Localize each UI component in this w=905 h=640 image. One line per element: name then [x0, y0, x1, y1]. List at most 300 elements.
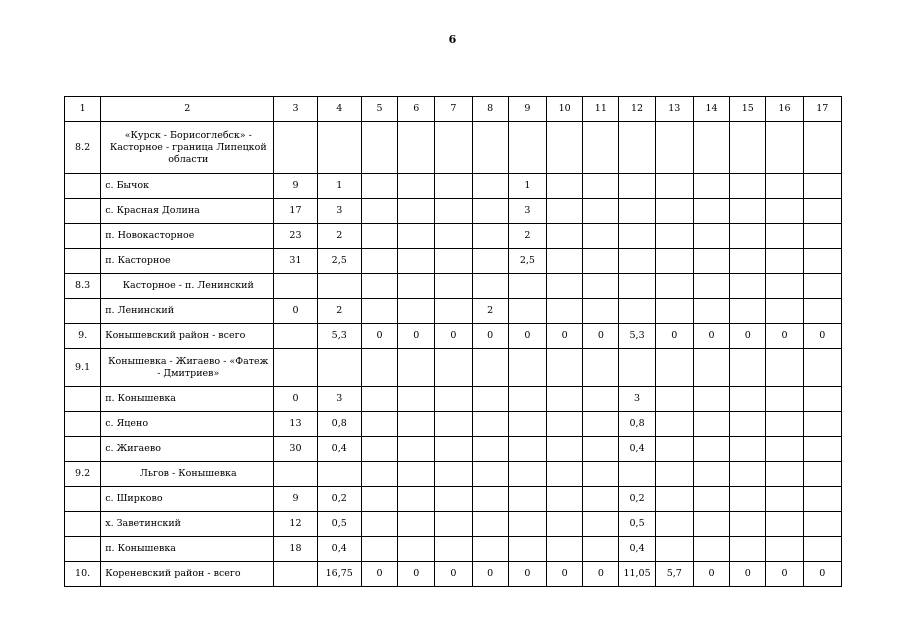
value-cell — [583, 387, 619, 412]
value-cell — [435, 299, 472, 324]
value-cell: 31 — [274, 249, 317, 274]
value-cell: 3 — [317, 199, 361, 224]
value-cell — [619, 249, 655, 274]
value-cell: 0 — [730, 562, 766, 587]
value-cell — [361, 249, 397, 274]
value-cell — [508, 299, 546, 324]
value-cell — [361, 224, 397, 249]
row-number-cell — [65, 299, 101, 324]
value-cell: 2 — [317, 224, 361, 249]
value-cell — [435, 387, 472, 412]
value-cell — [472, 512, 508, 537]
value-cell — [435, 537, 472, 562]
value-cell — [583, 122, 619, 174]
value-cell — [508, 537, 546, 562]
value-cell — [803, 122, 841, 174]
value-cell: 2 — [508, 224, 546, 249]
value-cell — [655, 537, 693, 562]
header-cell: 4 — [317, 97, 361, 122]
header-cell: 5 — [361, 97, 397, 122]
value-cell — [693, 487, 729, 512]
row-number-cell: 9. — [65, 324, 101, 349]
value-cell — [693, 437, 729, 462]
table-row — [65, 512, 842, 537]
value-cell — [435, 349, 472, 387]
header-cell: 15 — [730, 97, 766, 122]
table-row — [65, 387, 842, 412]
value-cell: 2 — [317, 299, 361, 324]
value-cell: 9 — [274, 174, 317, 199]
value-cell — [803, 437, 841, 462]
value-cell — [508, 349, 546, 387]
value-cell — [508, 437, 546, 462]
value-cell — [472, 537, 508, 562]
value-cell — [547, 487, 583, 512]
value-cell: 0 — [435, 324, 472, 349]
value-cell: 0 — [583, 324, 619, 349]
value-cell — [655, 412, 693, 437]
value-cell — [803, 174, 841, 199]
value-cell: 0 — [583, 562, 619, 587]
value-cell — [766, 437, 803, 462]
row-number-cell — [65, 249, 101, 274]
row-number-cell — [65, 412, 101, 437]
value-cell — [693, 387, 729, 412]
value-cell: 13 — [274, 412, 317, 437]
value-cell: 1 — [508, 174, 546, 199]
value-cell — [508, 122, 546, 174]
value-cell — [398, 299, 435, 324]
value-cell: 0,5 — [317, 512, 361, 537]
value-cell: 5,7 — [655, 562, 693, 587]
value-cell — [361, 537, 397, 562]
value-cell — [361, 199, 397, 224]
row-name-cell: Кореневский район - всего — [101, 562, 274, 587]
value-cell: 0 — [472, 324, 508, 349]
value-cell — [693, 412, 729, 437]
value-cell — [398, 122, 435, 174]
row-name-cell: с. Ширково — [101, 487, 274, 512]
value-cell — [730, 349, 766, 387]
value-cell — [547, 462, 583, 487]
value-cell — [655, 299, 693, 324]
value-cell — [693, 224, 729, 249]
value-cell — [655, 274, 693, 299]
row-number-cell: 8.3 — [65, 274, 101, 299]
value-cell — [472, 199, 508, 224]
value-cell — [583, 462, 619, 487]
value-cell — [655, 387, 693, 412]
header-cell: 6 — [398, 97, 435, 122]
value-cell — [398, 249, 435, 274]
row-number-cell — [65, 224, 101, 249]
row-name-cell: п. Конышевка — [101, 537, 274, 562]
value-cell — [655, 487, 693, 512]
row-name-cell: с. Красная Долина — [101, 199, 274, 224]
value-cell — [472, 174, 508, 199]
value-cell — [435, 512, 472, 537]
value-cell — [274, 462, 317, 487]
value-cell — [766, 349, 803, 387]
value-cell — [583, 299, 619, 324]
value-cell: 0 — [472, 562, 508, 587]
table-row — [65, 349, 842, 387]
value-cell — [435, 412, 472, 437]
value-cell: 5,3 — [619, 324, 655, 349]
table-row — [65, 562, 842, 587]
value-cell — [693, 199, 729, 224]
row-number-cell — [65, 199, 101, 224]
value-cell — [508, 412, 546, 437]
value-cell — [730, 412, 766, 437]
value-cell — [435, 122, 472, 174]
value-cell — [361, 299, 397, 324]
value-cell — [583, 274, 619, 299]
value-cell — [619, 122, 655, 174]
value-cell: 18 — [274, 537, 317, 562]
value-cell — [766, 412, 803, 437]
value-cell — [583, 512, 619, 537]
value-cell — [435, 174, 472, 199]
value-cell — [730, 249, 766, 274]
value-cell — [361, 512, 397, 537]
value-cell — [583, 487, 619, 512]
value-cell — [317, 122, 361, 174]
value-cell: 0 — [398, 562, 435, 587]
value-cell — [361, 122, 397, 174]
value-cell: 2 — [472, 299, 508, 324]
value-cell — [655, 437, 693, 462]
value-cell — [547, 299, 583, 324]
value-cell — [398, 274, 435, 299]
table-row — [65, 122, 842, 174]
row-number-cell: 8.2 — [65, 122, 101, 174]
table-row — [65, 199, 842, 224]
value-cell — [398, 512, 435, 537]
row-name-cell: х. Заветинский — [101, 512, 274, 537]
header-cell: 12 — [619, 97, 655, 122]
value-cell — [730, 437, 766, 462]
value-cell — [398, 412, 435, 437]
value-cell — [655, 349, 693, 387]
value-cell — [361, 387, 397, 412]
value-cell — [472, 122, 508, 174]
value-cell — [766, 249, 803, 274]
value-cell — [398, 437, 435, 462]
row-number-cell — [65, 512, 101, 537]
row-number-cell: 9.1 — [65, 349, 101, 387]
value-cell — [803, 349, 841, 387]
value-cell: 0 — [730, 324, 766, 349]
value-cell — [472, 387, 508, 412]
value-cell — [730, 274, 766, 299]
row-number-cell — [65, 387, 101, 412]
value-cell — [766, 199, 803, 224]
value-cell — [472, 412, 508, 437]
value-cell: 0,4 — [317, 537, 361, 562]
table-row — [65, 412, 842, 437]
value-cell — [655, 224, 693, 249]
value-cell: 0,2 — [317, 487, 361, 512]
value-cell — [655, 249, 693, 274]
value-cell — [398, 224, 435, 249]
value-cell: 0,4 — [619, 437, 655, 462]
value-cell — [508, 487, 546, 512]
row-name-cell: п. Касторное — [101, 249, 274, 274]
value-cell — [619, 224, 655, 249]
value-cell — [766, 387, 803, 412]
value-cell — [583, 249, 619, 274]
value-cell — [435, 249, 472, 274]
table-row — [65, 487, 842, 512]
value-cell — [583, 349, 619, 387]
value-cell — [730, 387, 766, 412]
value-cell — [398, 537, 435, 562]
value-cell: 0 — [274, 387, 317, 412]
value-cell — [583, 224, 619, 249]
row-name-cell: «Курск - Борисоглебск» - Касторное - граница Липецкой области — [101, 122, 274, 174]
table-row — [65, 274, 842, 299]
header-cell: 8 — [472, 97, 508, 122]
value-cell: 17 — [274, 199, 317, 224]
value-cell — [619, 349, 655, 387]
table-row — [65, 249, 842, 274]
value-cell — [472, 274, 508, 299]
value-cell — [435, 199, 472, 224]
row-number-cell — [65, 437, 101, 462]
value-cell — [655, 462, 693, 487]
value-cell — [655, 199, 693, 224]
value-cell: 9 — [274, 487, 317, 512]
value-cell: 0 — [655, 324, 693, 349]
value-cell — [398, 349, 435, 387]
value-cell: 0 — [547, 562, 583, 587]
value-cell — [766, 224, 803, 249]
value-cell — [766, 512, 803, 537]
value-cell — [803, 387, 841, 412]
value-cell — [472, 487, 508, 512]
value-cell — [547, 224, 583, 249]
row-number-cell — [65, 487, 101, 512]
value-cell — [803, 224, 841, 249]
value-cell — [472, 224, 508, 249]
value-cell — [547, 199, 583, 224]
value-cell — [508, 274, 546, 299]
value-cell: 0 — [766, 562, 803, 587]
header-cell: 1 — [65, 97, 101, 122]
value-cell — [693, 299, 729, 324]
value-cell: 0 — [803, 562, 841, 587]
row-name-cell: п. Новокасторное — [101, 224, 274, 249]
value-cell — [619, 462, 655, 487]
value-cell — [547, 412, 583, 437]
value-cell — [547, 349, 583, 387]
header-cell: 14 — [693, 97, 729, 122]
value-cell — [619, 274, 655, 299]
row-number-cell — [65, 174, 101, 199]
value-cell: 0,5 — [619, 512, 655, 537]
header-cell: 16 — [766, 97, 803, 122]
header-cell: 3 — [274, 97, 317, 122]
value-cell — [766, 537, 803, 562]
value-cell: 3 — [508, 199, 546, 224]
value-cell — [655, 174, 693, 199]
table-row — [65, 174, 842, 199]
value-cell — [655, 122, 693, 174]
value-cell — [583, 412, 619, 437]
value-cell — [435, 437, 472, 462]
value-cell: 0 — [547, 324, 583, 349]
value-cell — [472, 462, 508, 487]
value-cell — [766, 299, 803, 324]
row-name-cell: Касторное - п. Ленинский — [101, 274, 274, 299]
value-cell — [766, 274, 803, 299]
header-cell: 10 — [547, 97, 583, 122]
row-name-cell: п. Ленинский — [101, 299, 274, 324]
header-cell: 17 — [803, 97, 841, 122]
value-cell — [472, 249, 508, 274]
value-cell — [766, 487, 803, 512]
row-name-cell: Конышевский район - всего — [101, 324, 274, 349]
header-cell: 13 — [655, 97, 693, 122]
value-cell: 0 — [435, 562, 472, 587]
table-row — [65, 537, 842, 562]
value-cell — [547, 537, 583, 562]
value-cell — [274, 349, 317, 387]
value-cell — [547, 437, 583, 462]
value-cell — [547, 122, 583, 174]
row-name-cell: Льгов - Конышевка — [101, 462, 274, 487]
row-number-cell — [65, 537, 101, 562]
header-row — [65, 97, 842, 122]
value-cell — [803, 299, 841, 324]
value-cell — [730, 462, 766, 487]
row-name-cell: с. Яцено — [101, 412, 274, 437]
value-cell — [766, 122, 803, 174]
row-name-cell: п. Конышевка — [101, 387, 274, 412]
value-cell: 0,4 — [317, 437, 361, 462]
value-cell: 0 — [803, 324, 841, 349]
value-cell — [472, 349, 508, 387]
value-cell — [361, 462, 397, 487]
value-cell — [398, 199, 435, 224]
value-cell — [766, 462, 803, 487]
table-row — [65, 437, 842, 462]
value-cell — [693, 349, 729, 387]
value-cell — [730, 224, 766, 249]
value-cell — [472, 437, 508, 462]
value-cell — [508, 387, 546, 412]
value-cell — [803, 412, 841, 437]
value-cell — [730, 122, 766, 174]
value-cell — [361, 412, 397, 437]
value-cell — [274, 274, 317, 299]
value-cell — [317, 462, 361, 487]
row-number-cell: 10. — [65, 562, 101, 587]
header-cell: 9 — [508, 97, 546, 122]
value-cell: 0,2 — [619, 487, 655, 512]
header-cell: 2 — [101, 97, 274, 122]
value-cell — [274, 324, 317, 349]
value-cell — [803, 249, 841, 274]
value-cell — [730, 487, 766, 512]
value-cell: 0,8 — [619, 412, 655, 437]
value-cell: 2,5 — [508, 249, 546, 274]
value-cell: 12 — [274, 512, 317, 537]
value-cell: 0 — [693, 324, 729, 349]
value-cell — [619, 299, 655, 324]
value-cell — [693, 462, 729, 487]
value-cell — [693, 249, 729, 274]
table-row — [65, 462, 842, 487]
value-cell — [730, 512, 766, 537]
value-cell — [361, 437, 397, 462]
value-cell — [693, 122, 729, 174]
value-cell — [730, 174, 766, 199]
value-cell — [583, 174, 619, 199]
value-cell — [398, 387, 435, 412]
value-cell: 0 — [508, 562, 546, 587]
value-cell — [317, 274, 361, 299]
value-cell — [547, 174, 583, 199]
value-cell — [435, 224, 472, 249]
table-row — [65, 299, 842, 324]
table-row — [65, 224, 842, 249]
value-cell — [361, 174, 397, 199]
value-cell — [361, 487, 397, 512]
row-name-cell: с. Бычок — [101, 174, 274, 199]
value-cell — [730, 537, 766, 562]
value-cell — [547, 274, 583, 299]
table-row — [65, 324, 842, 349]
value-cell — [619, 174, 655, 199]
value-cell: 30 — [274, 437, 317, 462]
value-cell — [361, 349, 397, 387]
value-cell — [361, 274, 397, 299]
value-cell — [730, 299, 766, 324]
value-cell — [583, 199, 619, 224]
value-cell — [583, 437, 619, 462]
value-cell — [508, 512, 546, 537]
value-cell: 0 — [398, 324, 435, 349]
value-cell — [547, 387, 583, 412]
row-name-cell: Конышевка - Жигаево - «Фатеж - Дмитриев» — [101, 349, 274, 387]
value-cell: 5,3 — [317, 324, 361, 349]
value-cell — [317, 349, 361, 387]
value-cell: 0 — [361, 562, 397, 587]
value-cell — [547, 512, 583, 537]
value-cell — [803, 274, 841, 299]
value-cell: 1 — [317, 174, 361, 199]
value-cell: 0 — [508, 324, 546, 349]
value-cell — [803, 512, 841, 537]
value-cell — [766, 174, 803, 199]
value-cell: 0,8 — [317, 412, 361, 437]
value-cell — [547, 249, 583, 274]
value-cell — [583, 537, 619, 562]
value-cell — [693, 512, 729, 537]
value-cell — [435, 462, 472, 487]
value-cell: 0 — [693, 562, 729, 587]
value-cell: 2,5 — [317, 249, 361, 274]
value-cell: 0 — [361, 324, 397, 349]
data-table — [64, 96, 842, 587]
header-cell: 7 — [435, 97, 472, 122]
value-cell — [693, 274, 729, 299]
value-cell — [803, 487, 841, 512]
value-cell: 0,4 — [619, 537, 655, 562]
value-cell — [274, 122, 317, 174]
